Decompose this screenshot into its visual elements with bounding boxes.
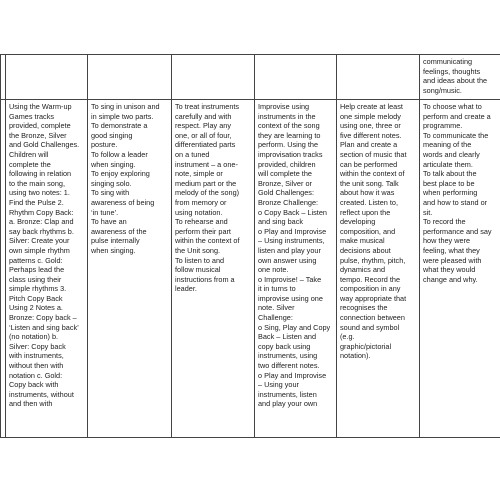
cell-line: one, or all of four, <box>175 130 232 140</box>
cell-line: they are learning to <box>258 130 321 140</box>
cell-line: on a tuned <box>175 149 210 159</box>
cell-line: Bronze Challenge: <box>258 197 319 207</box>
cell-line: with instruments, <box>9 351 64 361</box>
cell-line: melody of the song) <box>175 188 240 198</box>
cell-line: To rehearse and <box>175 217 228 227</box>
cell-line: change and why. <box>423 274 478 284</box>
cell-line: To demonstrate a <box>91 121 148 131</box>
cell-line: instruments, using <box>258 351 318 361</box>
cell-line: and how to stand or <box>423 197 488 207</box>
cell-line: Games tracks <box>9 111 55 121</box>
cell-line: following in relation <box>9 169 72 179</box>
cell-line: within the context of <box>340 169 405 179</box>
cell-line: posture. <box>91 140 118 150</box>
cell-line: Using 2 Notes a. <box>9 303 63 313</box>
cell-line: To enjoy exploring <box>91 169 150 179</box>
cell-line: ‘in tune’. <box>91 207 119 217</box>
cell-line: (no notation) b. <box>9 332 59 342</box>
cell-line: composition, and <box>340 226 396 236</box>
cell-line: developing <box>340 217 376 227</box>
cell-line: Bronze, Silver or <box>258 178 312 188</box>
cell-line: Silver: Copy back <box>9 341 66 351</box>
cell-line: sit. <box>423 207 433 217</box>
cell-line: performance and say <box>423 226 492 236</box>
cell-line: To communicate the <box>423 130 489 140</box>
cell-line: instruments, listen <box>258 389 317 399</box>
cell-line: complete the <box>9 159 51 169</box>
cell-line: instruments in the <box>258 111 316 121</box>
table-cell <box>172 55 255 100</box>
cell-line: Using the Warm-up <box>9 102 72 111</box>
cell-line: note, simple or <box>175 169 223 179</box>
cell-line: and then with <box>9 399 53 409</box>
table-cell-top-communicating <box>420 55 500 100</box>
cell-line: context of the song <box>258 121 320 131</box>
cell-line: good singing <box>91 130 133 140</box>
cell-line: the Bronze, Silver <box>9 130 67 140</box>
cell-line: listen and play your <box>258 245 321 255</box>
cell-perform <box>420 100 500 438</box>
cell-line: To talk about the <box>423 169 477 179</box>
cell-line: and ideas about the <box>423 76 488 86</box>
cell-line: and play your own <box>258 399 318 409</box>
cell-line: improvise using one <box>258 293 323 303</box>
cell-line: provided, children <box>258 159 316 169</box>
cell-line: perform and create a <box>423 111 491 121</box>
cell-line: articulate them. <box>423 159 473 169</box>
cell-line: carefully and with <box>175 111 232 121</box>
cell-line: decisions about <box>340 245 391 255</box>
cell-line: leader. <box>175 284 197 294</box>
cell-line: using two notes: 1. <box>9 188 70 198</box>
cell-line: follow musical <box>175 265 221 275</box>
cell-line: perform. Using the <box>258 140 319 150</box>
cell-line: from memory or <box>175 197 227 207</box>
cell-line: and Gold Challenges. <box>9 140 80 150</box>
cell-line: section of music that <box>340 149 407 159</box>
cell-line: sound and symbol <box>340 322 400 332</box>
cell-line: Children will <box>9 149 49 159</box>
cell-line: awareness of being <box>91 197 155 207</box>
cell-line: created. Listen to, <box>340 197 399 207</box>
cell-line: Bronze: Copy back – <box>9 313 77 323</box>
cell-line: Challenge: <box>258 313 293 323</box>
cell-line: awareness of the <box>91 226 147 236</box>
cell-line: class using their <box>9 274 62 284</box>
cell-line: Silver: Create your <box>9 236 70 246</box>
cell-line: ‘Listen and sing back’ <box>9 322 79 332</box>
cell-line: make musical <box>340 236 385 246</box>
cell-line: connection between <box>340 313 405 323</box>
cell-improvise <box>255 100 337 438</box>
cell-line: copy back using <box>258 341 311 351</box>
curriculum-table <box>0 54 500 438</box>
cell-line: improvisation tracks <box>258 149 323 159</box>
cell-line: how they were <box>423 236 471 246</box>
cell-line: Rhythm Copy Back: <box>9 207 74 217</box>
cell-line: To choose what to <box>423 102 482 111</box>
cell-line: patterns c. Gold: <box>9 255 63 265</box>
table-cell <box>337 55 420 100</box>
cell-line: a. Bronze: Clap and <box>9 217 74 227</box>
cell-line: o Sing, Play and Copy <box>258 322 331 332</box>
cell-line: Gold Challenges: <box>258 188 314 198</box>
cell-line: provided, complete <box>9 121 71 131</box>
cell-line: using one, three or <box>340 121 401 131</box>
cell-line: o Improvise! – Take <box>258 274 322 284</box>
table-cell <box>6 55 88 100</box>
cell-line: – Using instruments, <box>258 236 325 246</box>
cell-line: reflect upon the <box>340 207 391 217</box>
cell-line: meaning of the <box>423 140 472 150</box>
cell-line: own answer using <box>258 255 317 265</box>
cell-line: without then with <box>9 361 64 371</box>
cell-line: instruments, without <box>9 389 74 399</box>
cell-line: five different notes. <box>340 130 402 140</box>
cell-line: recognises the <box>340 303 388 313</box>
cell-warmup-games <box>6 100 88 438</box>
cell-line: will complete the <box>258 169 312 179</box>
cell-line: song/music. <box>423 85 462 95</box>
cell-playing-instruments <box>172 100 255 438</box>
cell-line: – Using your <box>258 380 299 390</box>
cell-line: graphic/pictorial <box>340 341 392 351</box>
cell-line: about how it was <box>340 188 395 198</box>
cell-line: Copy back with <box>9 380 59 390</box>
cell-line: instrument – a one- <box>175 159 238 169</box>
cell-compose <box>337 100 420 438</box>
table-cell <box>255 55 337 100</box>
cell-line: Plan and create a <box>340 140 398 150</box>
cell-line: tempo. Record the <box>340 274 401 284</box>
cell-line: dynamics and <box>340 265 386 275</box>
cell-line: it in turns to <box>258 284 296 294</box>
cell-line: To listen to and <box>175 255 225 265</box>
cell-line: feelings, thoughts <box>423 66 481 76</box>
cell-line: one simple melody <box>340 111 401 121</box>
cell-line: one note. <box>258 265 289 275</box>
cell-line: Perhaps lead the <box>9 265 65 275</box>
cell-line: Help create at least <box>340 102 403 111</box>
cell-line: To follow a leader <box>91 149 148 159</box>
cell-line: pulse, rhythm, pitch, <box>340 255 406 265</box>
cell-line: To record the <box>423 217 466 227</box>
cell-line: own simple rhythm <box>9 245 70 255</box>
cell-line: notation c. Gold: <box>9 370 63 380</box>
cell-line: medium part or the <box>175 178 237 188</box>
cell-line: note. Silver <box>258 303 295 313</box>
cell-line: say back rhythms b. <box>9 226 74 236</box>
cell-line: o Copy Back – Listen <box>258 207 327 217</box>
table-cell <box>88 55 172 100</box>
cell-line: communicating <box>423 57 473 66</box>
cell-line: o Play and Improvise <box>258 370 327 380</box>
table-row <box>1 55 500 100</box>
cell-line: To sing with <box>91 188 130 198</box>
cell-line: what they would <box>423 265 476 275</box>
cell-line: in simple two parts. <box>91 111 154 121</box>
cell-line: and sing back <box>258 217 304 227</box>
cell-line: pulse internally <box>91 236 140 246</box>
cell-line: notation). <box>340 351 371 361</box>
cell-line: two different notes. <box>258 361 320 371</box>
cell-line: Pitch Copy Back <box>9 293 63 303</box>
cell-line: (e.g. <box>340 332 355 342</box>
cell-line: respect. Play any <box>175 121 231 131</box>
cell-line: Find the Pulse 2. <box>9 197 64 207</box>
cell-line: Improvise using <box>258 102 310 111</box>
cell-line: To treat instruments <box>175 102 240 111</box>
cell-line: composition in any <box>340 284 401 294</box>
cell-line: when singing. <box>91 159 136 169</box>
cell-line: can be performed <box>340 159 398 169</box>
cell-line: o Play and Improvise <box>258 226 327 236</box>
cell-line: words and clearly <box>423 149 480 159</box>
cell-line: To have an <box>91 217 127 227</box>
cell-line: using notation. <box>175 207 223 217</box>
cell-line: when performing <box>423 188 478 198</box>
cell-line: were pleased with <box>423 255 482 265</box>
cell-line: within the context of <box>175 236 240 246</box>
cell-line: Back – Listen and <box>258 332 317 342</box>
cell-line: the unit song. Talk <box>340 178 399 188</box>
cell-line: when singing. <box>91 245 136 255</box>
cell-line: singing solo. <box>91 178 132 188</box>
cell-line: instructions from a <box>175 274 235 284</box>
cell-line: To sing in unison and <box>91 102 160 111</box>
cell-line: programme. <box>423 121 463 131</box>
cell-line: differentiated parts <box>175 140 236 150</box>
cell-singing <box>88 100 172 438</box>
table-row <box>1 100 500 438</box>
cell-line: the Unit song. <box>175 245 221 255</box>
cell-line: perform their part <box>175 226 231 236</box>
cell-line: way appropriate that <box>340 293 407 303</box>
cell-line: best place to be <box>423 178 475 188</box>
cell-line: to the main song, <box>9 178 65 188</box>
cell-line: simple rhythms 3. <box>9 284 67 294</box>
cell-line: feeling, what they <box>423 245 480 255</box>
